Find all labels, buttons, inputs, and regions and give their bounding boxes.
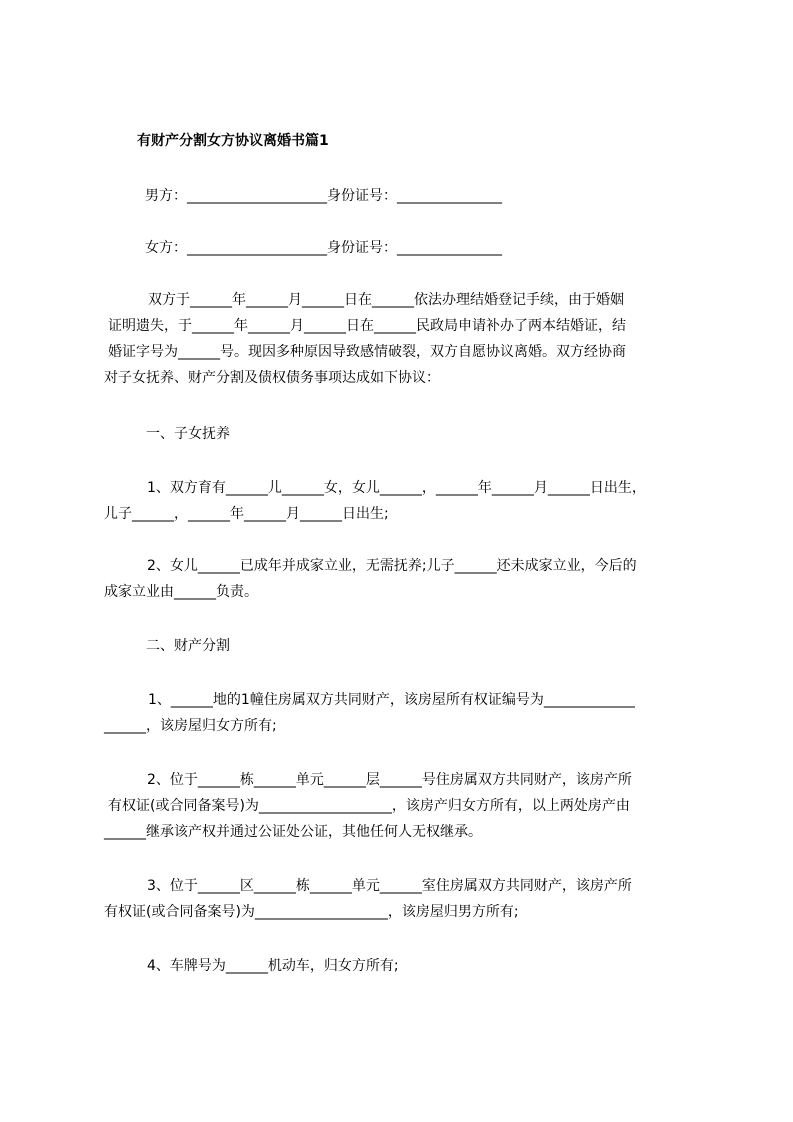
intro-line-1: 双方于______年______月______日在______依法办理结婚登记手续，由于婚姻 (148, 292, 624, 308)
intro-line-3: 婚证字号为______号。现因多种原因导致感情破裂，双方自愿协议离婚。双方经协商 (108, 344, 626, 360)
male-info-line: 男方：____________________身份证号：_______________ (145, 188, 502, 204)
clause-1-2-line-1: 2、女儿______已成年并成家立业，无需抚养;儿子______还未成家立业，今后的 (147, 558, 637, 574)
clause-2-2-line-2: 有权证(或合同备案号)为___________________，该房产归女方所有，以上两处房产由 (108, 798, 630, 814)
clause-2-3-line-2: 有权证(或合同备案号)为___________________，该房屋归男方所有; (104, 904, 519, 920)
clause-2-3-line-1: 3、位于______区______栋______单元______室住房属双方共同财产，该房产所 (147, 878, 632, 894)
clause-2-1-line-1: 1、______地的1幢住房属双方共同财产，该房屋所有权证编号为_____________ (148, 692, 635, 708)
female-info-line: 女方：____________________身份证号：_______________ (145, 240, 502, 256)
intro-line-4: 对子女抚养、财产分割及债权债务事项达成如下协议： (104, 370, 440, 386)
clause-2-2-line-1: 2、位于______栋______单元______层______号住房属双方共同财产，该房产所 (147, 772, 632, 788)
section-heading-child-custody: 一、子女抚养 (146, 426, 230, 442)
clause-1-1-line-1: 1、双方育有______儿______女，女儿______，______年______月______日出生， (147, 480, 646, 496)
clause-1-2-line-2: 成家立业由______负责。 (104, 584, 258, 600)
document-title: 有财产分割女方协议离婚书篇1 (137, 133, 329, 149)
clause-2-1-line-2: ______，该房屋归女方所有; (104, 718, 277, 734)
clause-1-1-line-2: 儿子______，______年______月______日出生; (104, 506, 389, 522)
section-heading-property-division: 二、财产分割 (146, 638, 230, 654)
clause-2-2-line-3: ______继承该产权并通过公证处公证，其他任何人无权继承。 (104, 824, 482, 840)
clause-2-4-line-1: 4、车牌号为______机动车，归女方所有; (147, 958, 399, 974)
intro-line-2: 证明遗失，于______年______月______日在______民政局申请补办了两本结婚证，结 (108, 318, 626, 334)
